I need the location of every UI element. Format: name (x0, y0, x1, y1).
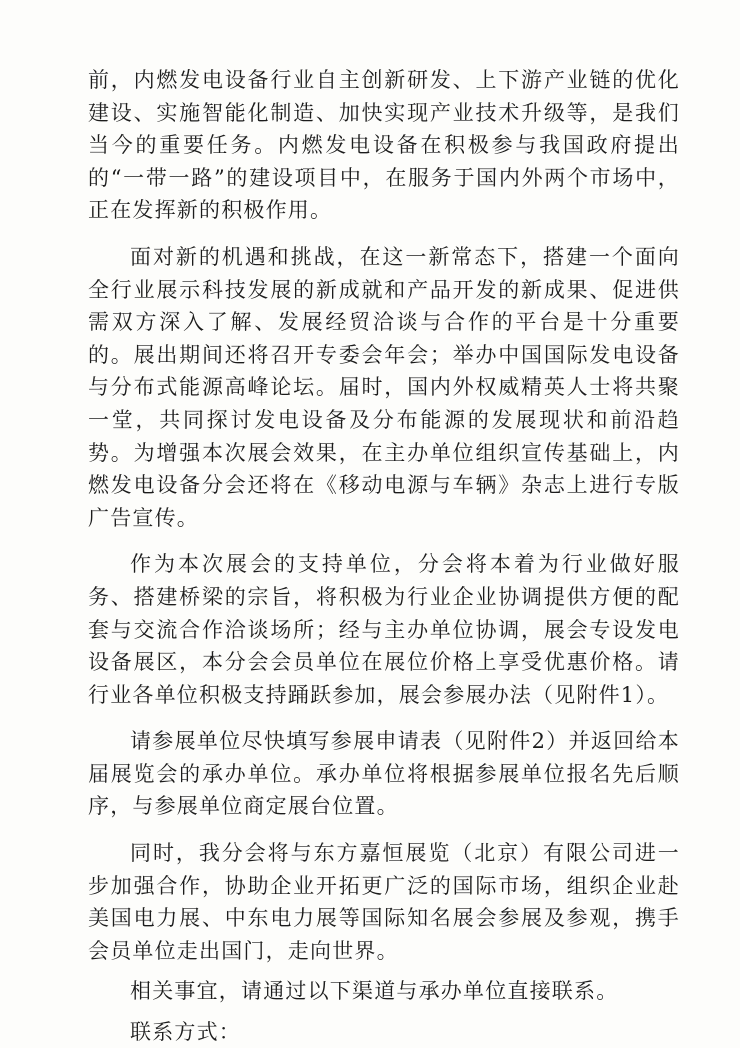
paragraph-continuation: 前，内燃发电设备行业自主创新研发、上下游产业链的优化建设、实施智能化制造、加快实现产业技术升级等，是我们当今的重要任务。内燃发电设备在积极参与我国政府提出的“一带一路”的建设项目中，在服务于国内外两个市场中，正在发挥新的积极作用。 (88, 68, 680, 223)
paragraph-application: 请参展单位尽快填写参展申请表（见附件2）并返回给本届展览会的承办单位。承办单位将根据参展单位报名先后顺序，与参展单位商定展台位置。 (88, 729, 680, 819)
document-body (88, 64, 680, 1049)
paragraph-support-unit: 作为本次展会的支持单位，分会将本着为行业做好服务、搭建桥梁的宗旨，将积极为行业企业协调提供方便的配套与交流合作洽谈场所；经与主办单位协调，展会专设发电设备展区，本分会会员单位在展位价格上享受优惠价格。请行业各单位积极支持踊跃参加，展会参展办法（见附件1）。 (88, 552, 680, 707)
paragraph-opportunities: 面对新的机遇和挑战，在这一新常态下，搭建一个面向全行业展示科技发展的新成就和产品开发的新成果、促进供需双方深入了解、发展经贸洽谈与合作的平台是十分重要的。展出期间还将召开专委会年会；举办中国国际发电设备与分布式能源高峰论坛。届时，国内外权威精英人士将共聚一堂，共同探讨发电设备及分布能源的发展现状和前沿趋势。为增强本次展会效果，在主办单位组织宣传基础上，内燃发电设备分会还将在《移动电源与车辆》杂志上进行专版广告宣传。 (88, 244, 680, 530)
paragraph-contact-label: 联系方式： (130, 1020, 241, 1045)
paragraph-cooperation: 同时，我分会将与东方嘉恒展览（北京）有限公司进一步加强合作，协助企业开拓更广泛的国际市场，组织企业赴美国电力展、中东电力展等国际知名展会参展及参观，携手会员单位走出国门，走向世界。 (88, 841, 680, 963)
paragraph-contact-note: 相关事宜，请通过以下渠道与承办单位直接联系。 (130, 979, 619, 1004)
